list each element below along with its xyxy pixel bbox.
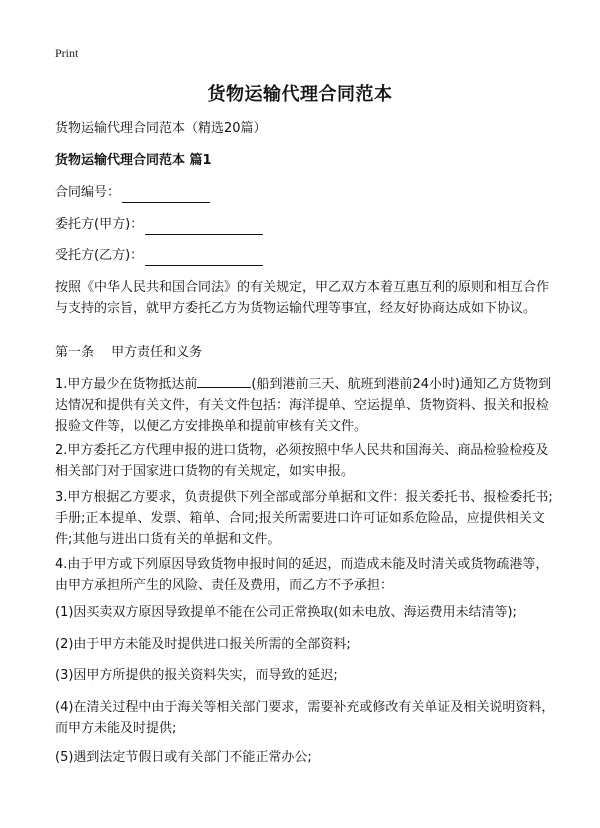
sub-item-4: (4)在清关过程中由于海关等相关部门要求，需要补充或修改有关单证及相关说明资料，而甲方未能及时提供; <box>55 700 555 736</box>
sub-item-2: (2)由于甲方未能及时提供进口报关所需的全部资料; <box>55 637 351 652</box>
intro-paragraph: 按照《中华人民共和国合同法》的有关规定，甲乙双方本着互惠互利的原则和相互合作与支持的宗旨，就甲方委托乙方为货物运输代理等事宜，经友好协商达成如下协议。 <box>55 280 550 316</box>
contract-number-blank <box>122 188 210 203</box>
contract-number-label: 合同编号： <box>55 185 121 200</box>
paragraph-2: 2.甲方委托乙方代理申报的进口货物，必须按照中华人民共和国海关、商品检验检疫及相关部门对于国家进口货物的有关规定，如实申报。 <box>55 443 549 479</box>
paragraph-3: 3.甲方根据乙方要求，负责提供下列全部或部分单据和文件：报关委托书、报检委托书;手册;正本提单、发票、箱单、合同;报关所需要进口许可证如系危险品，应提供相关文件;其他与进出口货有关的单据和文件。 <box>55 490 553 547</box>
agent-blank <box>145 251 263 266</box>
principal-blank <box>145 220 263 235</box>
sub-item-3: (3)因甲方所提供的报关资料失实，而导致的延迟; <box>55 668 338 683</box>
section-heading: 货物运输代理合同范本 篇1 <box>55 153 212 168</box>
contract-number-field <box>55 182 555 203</box>
paragraph-1-blank <box>197 375 251 388</box>
sub-item-5: (5)遇到法定节假日或有关部门不能正常办公; <box>55 750 312 765</box>
agent-field <box>55 245 555 266</box>
paragraph-1 <box>55 374 555 437</box>
paragraph-1-start: 1.甲方最少在货物抵达前 <box>55 377 198 392</box>
paragraph-4: 4.由于甲方或下列原因导致货物申报时间的延迟，而造成未能及时清关或货物疏港等，由甲方承担所产生的风险、责任及费用，而乙方不予承担： <box>55 557 549 593</box>
print-link[interactable]: Print <box>55 46 79 60</box>
sub-item-1: (1)因买卖双方原因导致提单不能在公司正常换取(如未电放、海运费用未结清等); <box>55 605 517 620</box>
document-title: 货物运输代理合同范本 <box>207 84 393 105</box>
agent-label: 受托方(乙方)： <box>55 248 144 263</box>
paragraph-1-end: (船到港前三天、航班到港前24小时)通知乙方货物到达情况和提供有关文件，有关文件包括：海洋提单、空运提单、货物资料、报关和报检报验文件等，以便乙方安排换单和提前审核有关文件。 <box>55 377 552 434</box>
document-subtitle: 货物运输代理合同范本（精选20篇） <box>55 121 267 136</box>
principal-label: 委托方(甲方)： <box>55 217 144 232</box>
principal-field <box>55 214 555 235</box>
clause-title: 第一条 甲方责任和义务 <box>55 345 203 360</box>
